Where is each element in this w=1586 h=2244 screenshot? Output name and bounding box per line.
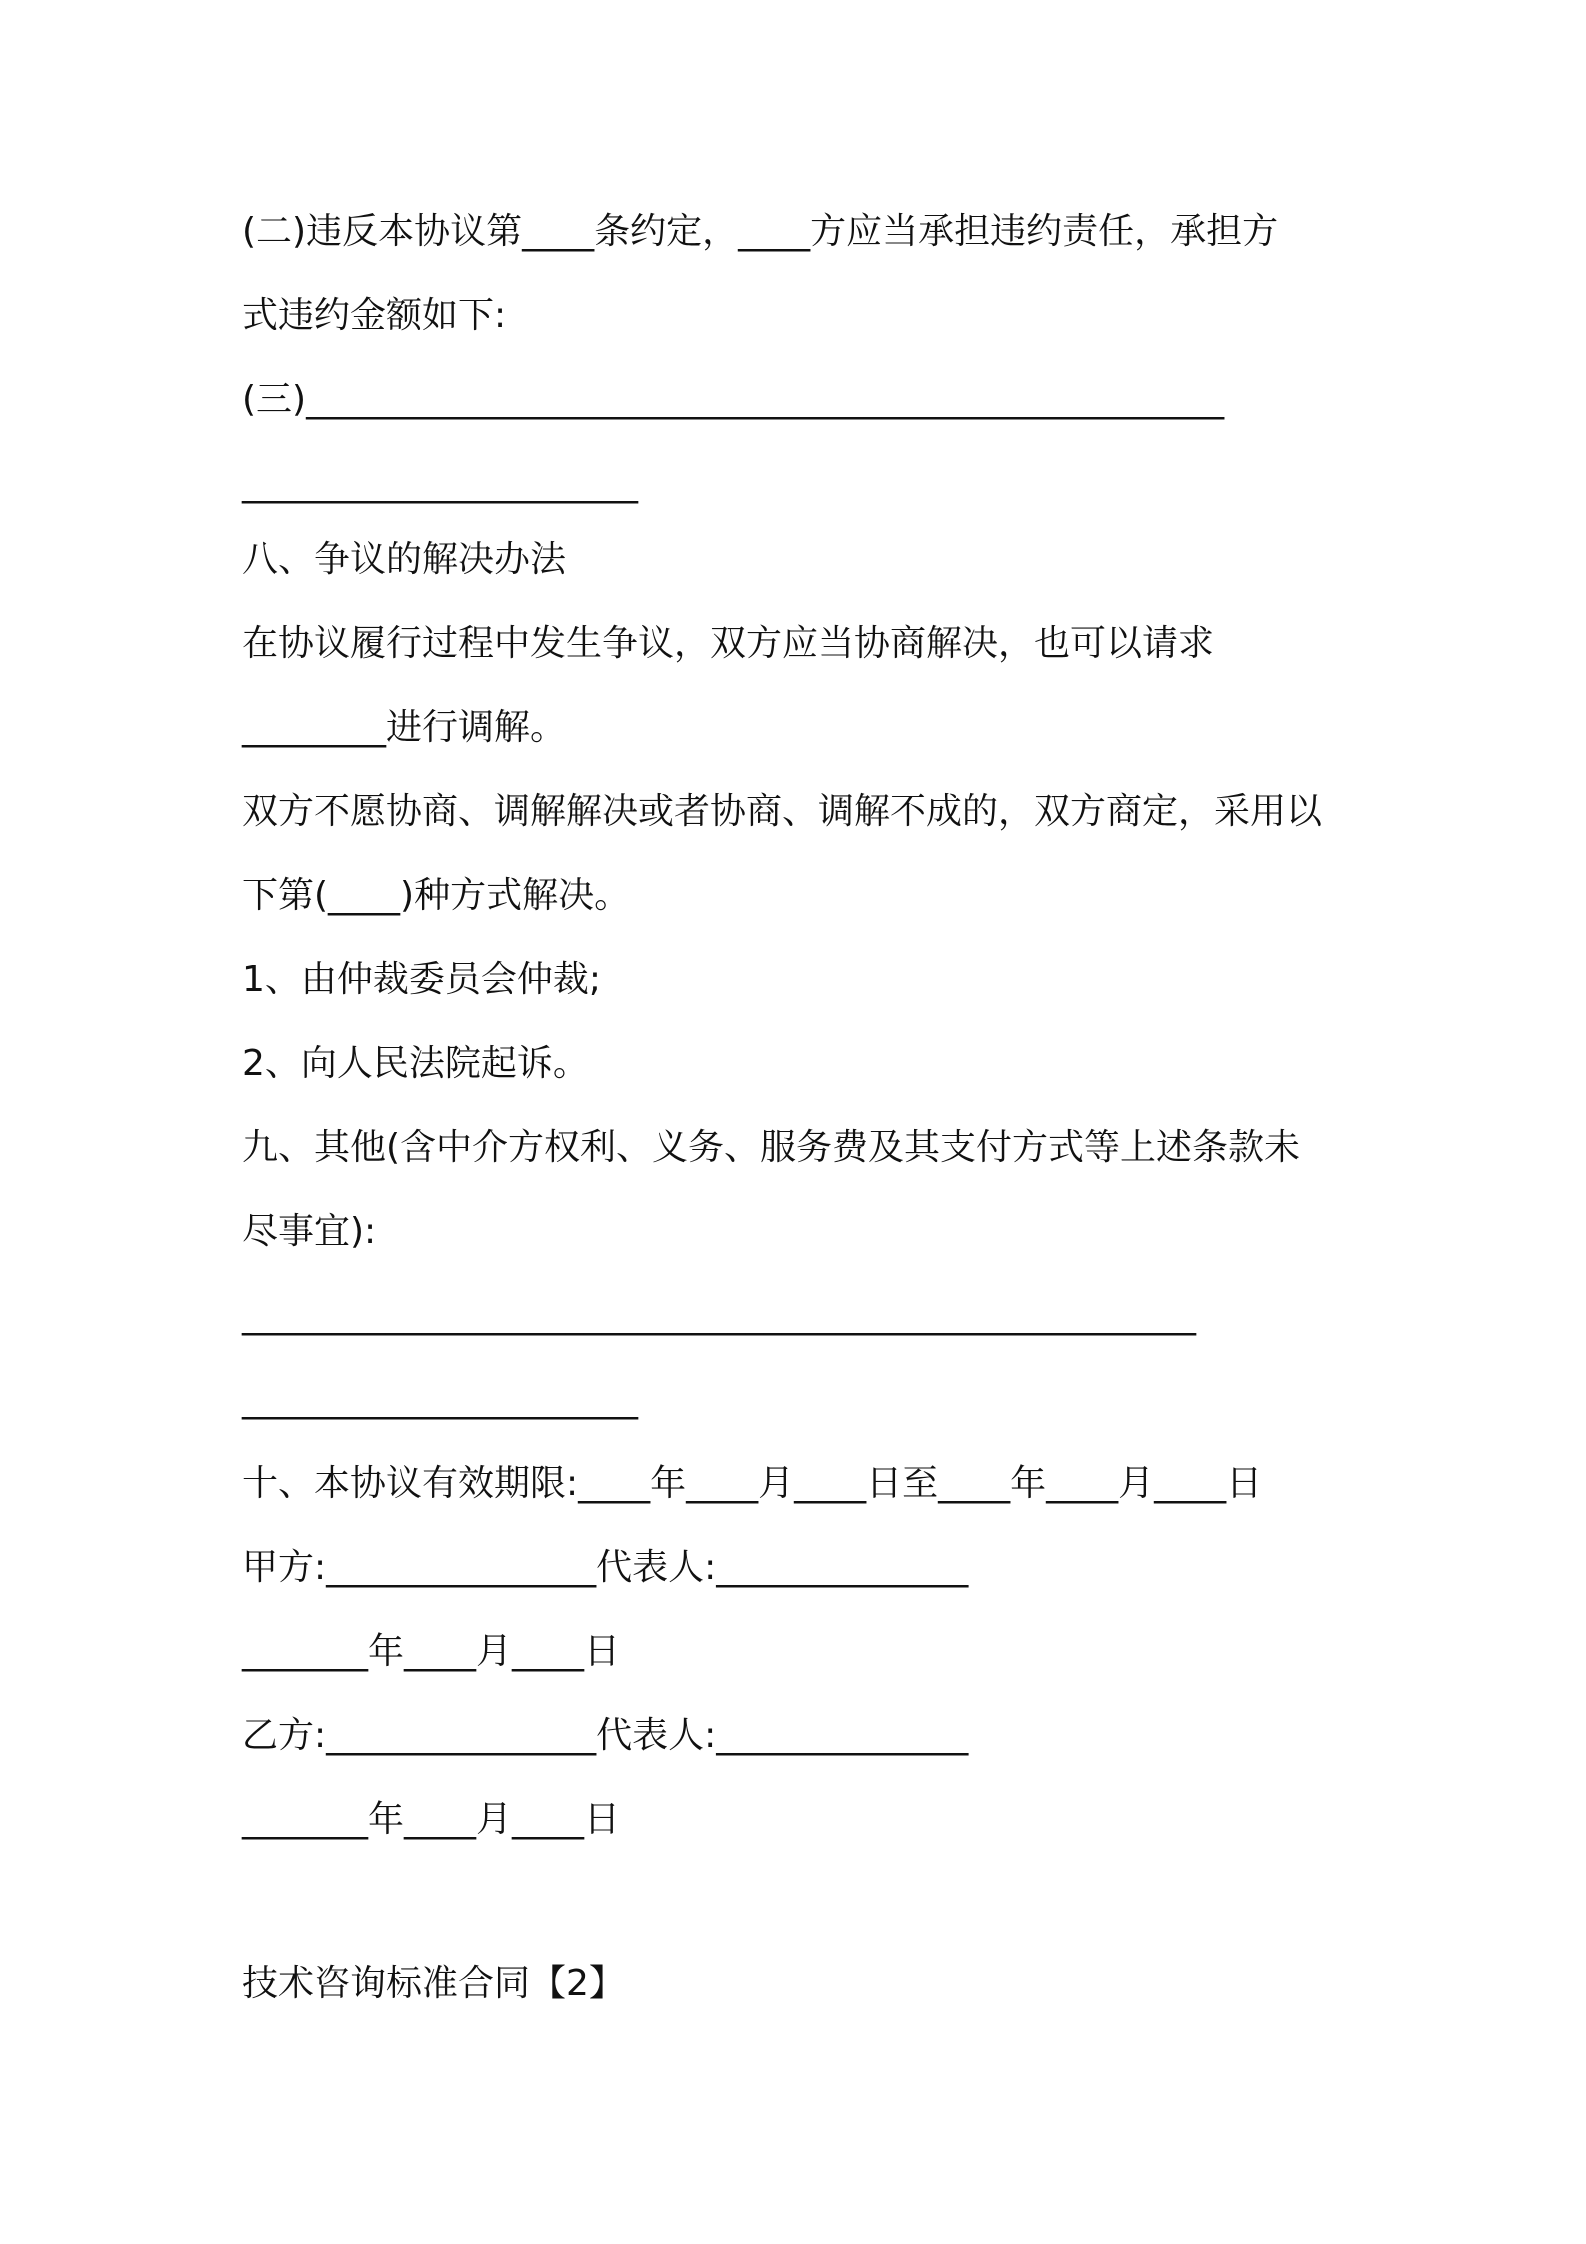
section-9-blank-line-2: ______________________ (242, 1379, 638, 1420)
party-a-date-line: _______年____月____日 (242, 1631, 620, 1672)
section-9-line-1: 九、其他(含中介方权利、义务、服务费及其支付方式等上述条款未 (242, 1127, 1301, 1168)
party-a-signature-line: 甲方:_______________代表人:______________ (242, 1547, 969, 1588)
section-9-blank-line-1: _____________________________________________________ (242, 1295, 1196, 1336)
clause-7-2-line-2: 式违约金额如下: (242, 295, 507, 336)
section-8-paragraph-1-line-2: ________进行调解。 (242, 707, 567, 748)
clause-7-2-line-1: (二)违反本协议第____条约定，____方应当承担违约责任，承担方 (242, 211, 1279, 252)
party-b-date-line: _______年____月____日 (242, 1799, 620, 1840)
section-10-validity-period: 十、本协议有效期限:____年____月____日至____年____月____日 (242, 1463, 1263, 1504)
section-8-option-2: 2、向人民法院起诉。 (242, 1043, 589, 1084)
section-8-paragraph-1-line-1: 在协议履行过程中发生争议，双方应当协商解决，也可以请求 (242, 623, 1215, 664)
contract-title-2: 技术咨询标准合同【2】 (242, 1963, 625, 2004)
section-8-heading: 八、争议的解决办法 (242, 539, 567, 580)
section-8-paragraph-2-line-2: 下第(____)种方式解决。 (242, 875, 631, 916)
clause-7-3-line-1: (三)___________________________________________________ (242, 379, 1225, 420)
clause-7-3-line-2: ______________________ (242, 463, 638, 504)
section-9-line-2: 尽事宜): (242, 1211, 377, 1252)
section-8-paragraph-2-line-1: 双方不愿协商、调解解决或者协商、调解不成的，双方商定，采用以 (242, 791, 1323, 832)
party-b-signature-line: 乙方:_______________代表人:______________ (242, 1715, 969, 1756)
section-8-option-1: 1、由仲裁委员会仲裁; (242, 959, 602, 1000)
